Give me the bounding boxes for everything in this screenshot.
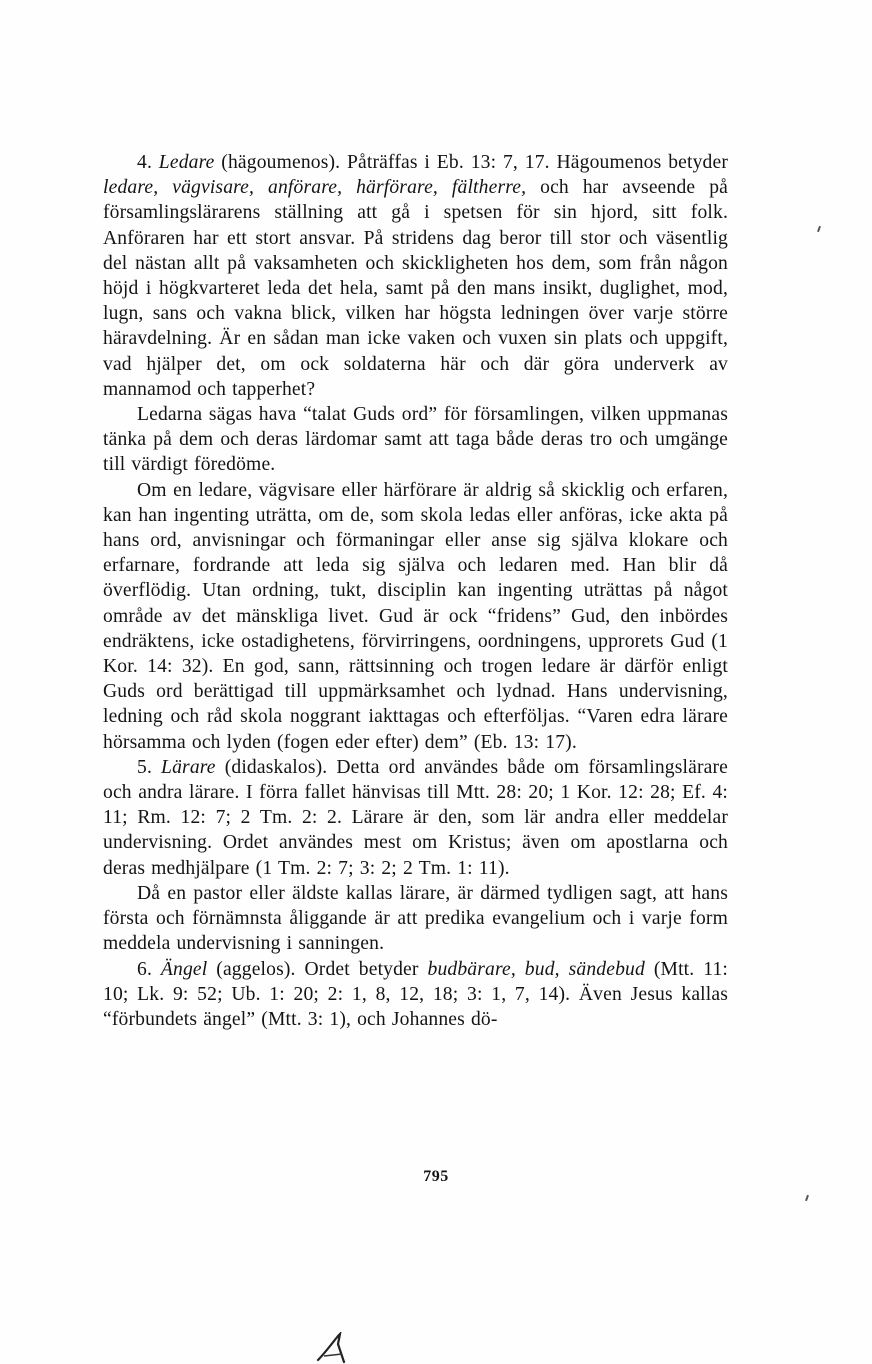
text-run: 4. bbox=[137, 152, 159, 173]
paragraph-om-en-ledare bbox=[103, 478, 728, 755]
italic-term: Lärare bbox=[161, 756, 216, 778]
scan-speck bbox=[805, 1195, 809, 1201]
text-run: (hägoumenos). Påträffas i Eb. 13: 7, 17. Hägoumenos betyder bbox=[214, 152, 728, 173]
italic-term: Ledare bbox=[158, 152, 215, 173]
text-run: (aggelos). Ordet betyder bbox=[207, 958, 428, 980]
paragraph-larare bbox=[103, 755, 728, 881]
paragraph-ledarna-talat-guds-ord bbox=[103, 402, 728, 478]
paragraph-ledare bbox=[103, 150, 728, 402]
text-run: Då en pastor eller äldste kallas lärare, är därmed tydligen sagt, att hans första och förnämnsta åliggande är att predika evangelium och i varje form meddela undervisning i sanningen. bbox=[103, 882, 728, 955]
text-run: (didaskalos). Detta ord användes både om församlingslärare och andra lärare. I förra fallet hänvisas till Mtt. 28: 20; 1 Kor. 12: 28; Ef. 4: 11; Rm. 12: 7; 2 Tm. 2: 2. Lärare är den, som lär andra eller meddelar undervisning. Ordet användes mest om Kristus; även om apostlarna och deras medhjälpare (1 Tm. 2: 7; 3: 2; 2 Tm. 1: 11). bbox=[103, 756, 728, 879]
text-run: och har avseende på församlingslärarens ställning att gå i spetsen för sin hjord, sitt folk. Anföraren har ett stort ansvar. På stridens dag beror till stor och väsentlig del nästan allt på vaksamheten och skickligheten hos dem, som från någon höjd i högkvarteret leda det hela, samt på den mans insikt, duglighet, mod, lugn, sans och vakna blick, vilken har högsta ledningen över varje större häravdelning. Är en sådan man icke vaken och vuxen sin plats och uppgift, vad hjälper det, om ock soldaterna här och där göra underverk av mannamod och tapperhet? bbox=[103, 177, 729, 400]
scan-speck bbox=[817, 226, 821, 232]
body-text bbox=[103, 150, 728, 1032]
paragraph-angel bbox=[103, 957, 728, 1033]
handwritten-mark bbox=[314, 1332, 350, 1364]
italic-term: budbärare, bud, sändebud bbox=[427, 958, 645, 980]
paragraph-pastor-larare bbox=[103, 881, 728, 957]
text-run: Om en ledare, vägvisare eller härförare är aldrig så skicklig och erfaren, kan han ingenting uträtta, om de, som skola ledas eller anföras, icke akta på hans ord, anvisningar och förmaningar eller anse sig själva klokare och erfarnare, fordrande att leda sig själva och ledaren med. Han blir då överflödig. Utan ordning, tukt, disciplin kan ingenting uträttas på något område av det mänskliga livet. Gud är ock “fridens” Gud, den inbördes endräktens, icke ostadighetens, förvirringens, oordningens, upprorets Gud (1 Kor. 14: 32). En god, sann, rättsinning och trogen ledare är därför enligt Guds ord berättigad till uppmärksamhet och lydnad. Hans undervisning, ledning och råd skola noggrant iakttagas och efterföljas. “Varen edra lärare hörsamma och lyden (fogen eder efter) dem” (Eb. 13: 17). bbox=[103, 479, 728, 753]
text-run: 5. bbox=[137, 756, 162, 778]
text-run: (Mtt. 11: 10; Lk. 9: 52; Ub. 1: 20; 2: 1, 8, 12, 18; 3: 1, 7, 14). Även Jesus kallas “förbundets ängel” (Mtt. 3: 1), och Johannes dö- bbox=[103, 958, 728, 1030]
italic-term: Ängel bbox=[160, 958, 208, 980]
text-run: 6. bbox=[137, 958, 161, 980]
italic-term: ledare, vägvisare, anförare, härförare, fältherre, bbox=[103, 177, 527, 199]
text-run: Ledarna sägas hava “talat Guds ord” för församlingen, vilken uppmanas tänka på dem och deras lärdomar samt att taga både deras tro och umgänge till värdigt föredöme. bbox=[103, 404, 728, 476]
page-number: 795 bbox=[423, 1168, 449, 1185]
